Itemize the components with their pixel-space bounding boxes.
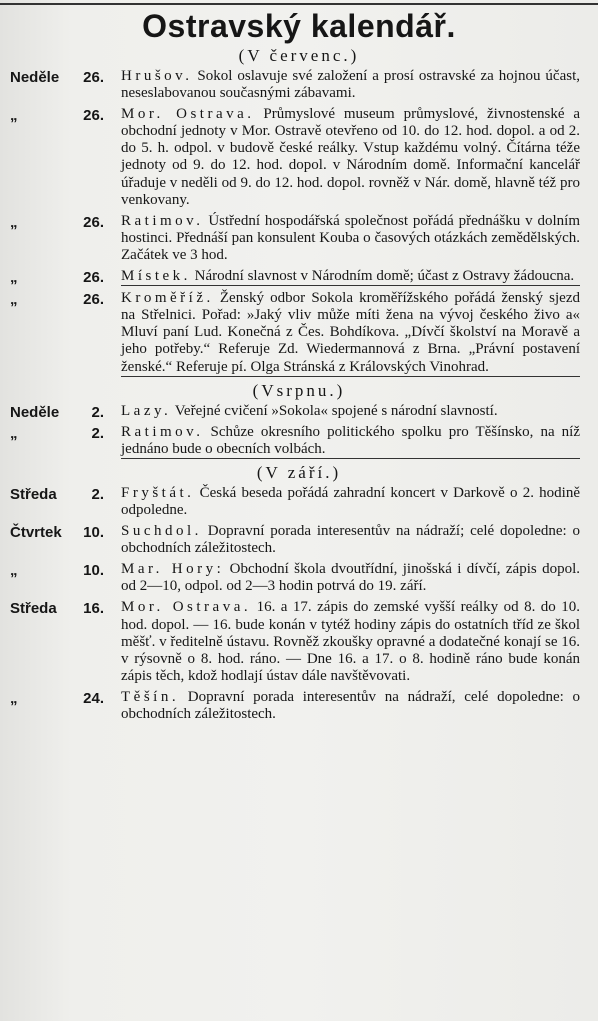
entry-text (121, 689, 580, 723)
entry-date: 26. (83, 213, 104, 231)
entry-body: Veřejné cvičení »Sokola« spojené s národní slavností. (171, 402, 498, 419)
entry-day: „ (10, 269, 18, 287)
entry-date: 2. (91, 485, 104, 503)
entry-body: 16. a 17. zápis do zemské vyšší reálky od 8. do 10. hod. dopol. — 16. bude konán v tytéž hodiny zápis do ostatních tříd ze škol měšť. v ředitelně ústavu. Rovněž zkoušky opravné a dodatečné konají se 16. v rýsovně o 8. hod. ráno. — Dne 16. a 17. o 8. hodině ráno bude konán zápis těch, kdož hodlají ústav dále navštěvovati. (121, 599, 580, 684)
entry-text (121, 523, 580, 557)
calendar-entry (0, 689, 598, 723)
entry-place: Mor. Ostrava. (121, 106, 255, 123)
entry-date: 26. (83, 107, 104, 125)
calendar-entry (0, 213, 598, 264)
entry-date: 26. (83, 269, 104, 287)
entry-day: „ (10, 689, 18, 707)
entry-body: Sokol oslavuje své založení a prosí ostravské za hojnou účast, neseslabovanou současnými zábavami. (121, 68, 580, 102)
entry-body: Schůze okresního politického spolku pro Těšínsko, na níž jednáno bude o obecních volbách. (121, 423, 580, 457)
entry-day: Neděle (10, 69, 60, 86)
entry-day: „ (10, 291, 18, 309)
month-heading-july: (V červenc.) (238, 46, 360, 65)
calendar-entry (0, 403, 598, 420)
entry-place: Těšín. (121, 688, 180, 705)
entry-body: Dopravní porada interesentův na nádraží; celé dopoledne: o obchodních záležitostech. (121, 523, 580, 557)
entry-place: Místek. (121, 268, 191, 285)
calendar-entry (0, 106, 598, 209)
month-heading-september: (V září.) (256, 462, 342, 482)
calendar-entry (0, 561, 598, 595)
entry-date: 16. (83, 600, 104, 618)
entry-day: Čtvrtek (10, 524, 62, 542)
entry-date: 2. (91, 403, 104, 421)
entry-text (121, 561, 580, 595)
entry-body: Průmyslové museum průmyslové, živnostenské a obchodní jednoty v Mor. Ostravě otevřeno od 10. do 12. hod. dopol. a od 2. do 5. h. odpol. v budově české reálky. Vstup každému volný. Čítárna téže jednoty od 9. do 12. hod. dopol. v Národním domě. Informační kancelář úřaduje v neděli od 9. do 12. hod. dopol. rovněž v Nár. domě, hlavně též pro venkovany. (121, 106, 580, 208)
entry-place: Suchdol. (121, 523, 202, 540)
entry-place: Lazy. (121, 402, 172, 419)
page-title: Ostravský kalendář. (142, 8, 456, 44)
entry-text (121, 213, 580, 264)
calendar-entry (0, 424, 598, 459)
calendar-entry (0, 68, 598, 102)
entry-body: Národní slavnost v Národním domě; účast z Ostravy žádoucna. (190, 268, 575, 285)
entry-text (121, 424, 580, 459)
entry-date: 10. (83, 524, 104, 542)
calendar-entry (0, 290, 598, 376)
entry-place: Mar. Hory: (121, 561, 225, 578)
entry-day: „ (10, 213, 18, 231)
entry-place: Hrušov. (121, 68, 193, 84)
entry-date: 26. (83, 291, 104, 309)
entry-date: 10. (83, 562, 104, 580)
entry-body: Česká beseda pořádá zahradní koncert v Darkově o 2. hodině odpoledne. (121, 484, 580, 518)
entry-date: 26. (83, 69, 104, 86)
month-heading-august: (Vsrpnu.) (252, 380, 346, 400)
entry-day: „ (10, 424, 18, 442)
entry-text (121, 599, 580, 684)
entry-text (121, 290, 580, 376)
entry-body: Dopravní porada interesentův na nádraží, celé dopoledne: o obchodních záležitostech. (121, 688, 580, 722)
entry-text (121, 68, 580, 102)
entry-place: Kroměříž. (121, 290, 214, 307)
calendar-entry (0, 599, 598, 684)
entry-day: Neděle (10, 403, 60, 421)
entry-body: Obchodní škola dvoutřídní, jinošská i dívčí, zápis dopol. od 2—10, odpol. od 2—3 hodin potrvá do 19. září. (121, 561, 580, 595)
entry-text (121, 106, 580, 209)
entry-body: Ústřední hospodářská společnost pořádá přednášku v dolním hostinci. Přednáší pan konsulent Kouba o časových otázkách zemědělských. Začátek ve 3 hod. (121, 212, 580, 263)
entry-place: Ratimov. (121, 423, 204, 440)
entry-text (121, 403, 580, 420)
entry-day: Středa (10, 485, 57, 503)
entry-date: 24. (83, 689, 104, 707)
entry-text (121, 485, 580, 519)
entry-place: Ratimov. (121, 212, 204, 229)
calendar-entry (0, 523, 598, 557)
entry-day: „ (10, 562, 18, 580)
calendar-entry (0, 485, 598, 519)
entry-date: 2. (91, 424, 104, 442)
entry-place: Fryštát. (121, 484, 195, 501)
entry-place: Mor. Ostrava. (121, 599, 252, 616)
entry-day: Středa (10, 600, 57, 618)
top-rule (0, 3, 598, 5)
calendar-entry (0, 268, 598, 286)
entry-body: Ženský odbor Sokola kroměřížského pořádá ženský sjezd na Střelnici. Pořad: »Jaký vliv může míti žena na vývoj českého živo a« Mluví paní Lud. Konečná z Čes. Bohdíkova. „Dívčí školství na Moravě a jeho potřeby.“ Referuje Zd. Wiedermannová z Brna. „Právní postavení ženské.“ Referuje pí. Olga Stránská z Královských Vinohrad. (121, 290, 580, 375)
entry-text (121, 268, 580, 286)
entry-day: „ (10, 107, 18, 125)
